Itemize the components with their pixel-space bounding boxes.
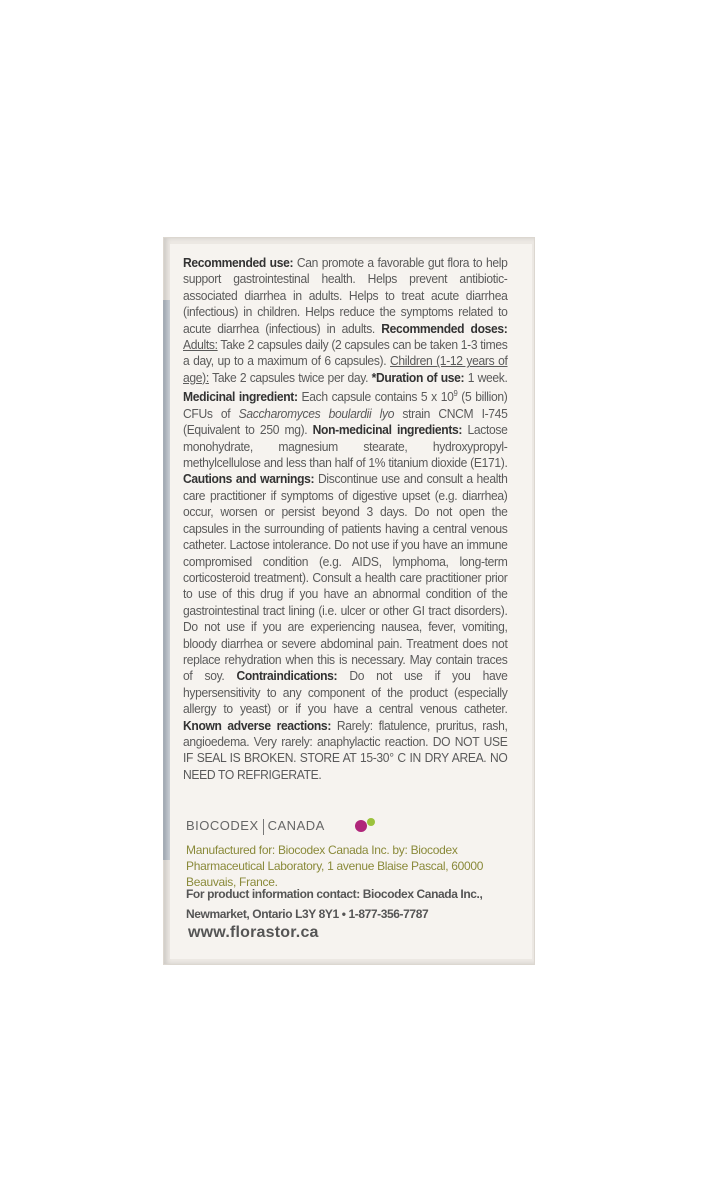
adults-text: Take 2 capsules daily (2 capsules can be taken 1-3 times a day, up to a maximum of 6 capsules). (183, 338, 508, 369)
contact-info (186, 884, 522, 924)
medicinal-text-a: Each capsule contains 5 x 10 (297, 390, 454, 405)
adults-label: Adults: (183, 338, 218, 353)
duration-text: 1 week. (464, 370, 508, 385)
contraindications-text: Do not use if you have hypersensitivity to any component of the product (especially allergy to yeast) or if you have a central venous catheter. (183, 669, 508, 717)
recommended-use-heading: Recommended use: (183, 256, 294, 270)
brand-right: CANADA (267, 818, 325, 833)
medicinal-exponent: 9 (453, 389, 458, 399)
medicinal-text-b: (5 billion) CFUs of (183, 390, 508, 421)
medicinal-heading: Medicinal ingredient: (183, 390, 298, 405)
label-text (183, 255, 507, 783)
manufacturer-text: Manufactured for: Biocodex Canada Inc. by: Biocodex Pharmaceutical Laboratory, 1 avenue Blaise Pascal, 60000 Beauvais, France. (186, 843, 484, 889)
medicinal-text-c: strain CNCM I-745 (Equivalent to 250 mg). (183, 406, 508, 438)
doses-heading: Recommended doses: (381, 321, 508, 336)
logo-divider (263, 819, 264, 835)
adverse-text: Rarely: flatulence, pruritus, rash, angioedema. Very rarely: anaphylactic reaction. DO NOT USE IF SEAL IS BROKEN. STORE AT 15-30° C IN DRY AREA. NO NEED TO REFRIGERATE. (183, 718, 508, 782)
box-side-edge (163, 300, 170, 860)
adverse-heading: Known adverse reactions: (183, 718, 332, 733)
contact-line-1: For product information contact: Biocodex Canada Inc., (186, 887, 483, 901)
logo-dots-icon (354, 817, 376, 833)
recommended-use-text: Can promote a favorable gut flora to help support gastrointestinal health. Helps prevent antibiotic-associated diarrhea in adults. Helps to treat acute diarrhea (infectious) in children. Helps reduce the symptoms related to acute diarrhea (infectious) in adults. (183, 256, 508, 336)
duration-heading: *Duration of use: (371, 370, 465, 385)
website-url: www.florastor.ca (188, 924, 319, 941)
nonmedicinal-heading: Non-medicinal ingredients: (312, 423, 463, 438)
cautions-text: Discontinue use and consult a health care practitioner if symptoms of digestive upset (e.g. diarrhea) occur, worsen or persist beyond 3 days. Do not open the capsules in the surrounding of patients having a central venous catheter. Lactose intolerance. Do not use if you have an immune compromised condition (e.g. AIDS, lymphoma, long-term corticosteroid treatment). Consult a health care practitioner prior to use of this drug if you have an abnormal condition of the gastrointestinal tract lining (i.e. ulcer or other GI tract disorders). Do not use if you are experiencing nausea, fever, vomiting, bloody diarrhea or severe abdominal pain. Treatment does not replace rehydration when this is necessary. May contain traces of soy. (183, 472, 508, 684)
children-text: Take 2 capsules twice per day. (208, 370, 372, 385)
strain-name: Saccharomyces boulardii lyo (238, 406, 395, 421)
cautions-heading: Cautions and warnings: (183, 472, 315, 487)
contact-line-2: Newmarket, Ontario L3Y 8Y1 • 1-877-356-7787 (186, 907, 429, 921)
contraindications-heading: Contraindications: (236, 669, 338, 684)
nonmedicinal-text: Lactose monohydrate, magnesium stearate, hydroxypropyl-methylcellulose and less than half of 1% titanium dioxide (E171). (183, 423, 508, 471)
biocodex-logo (186, 818, 386, 838)
brand-left: BIOCODEX (186, 818, 259, 833)
children-label: Children (1-12 years of age): (183, 354, 508, 385)
